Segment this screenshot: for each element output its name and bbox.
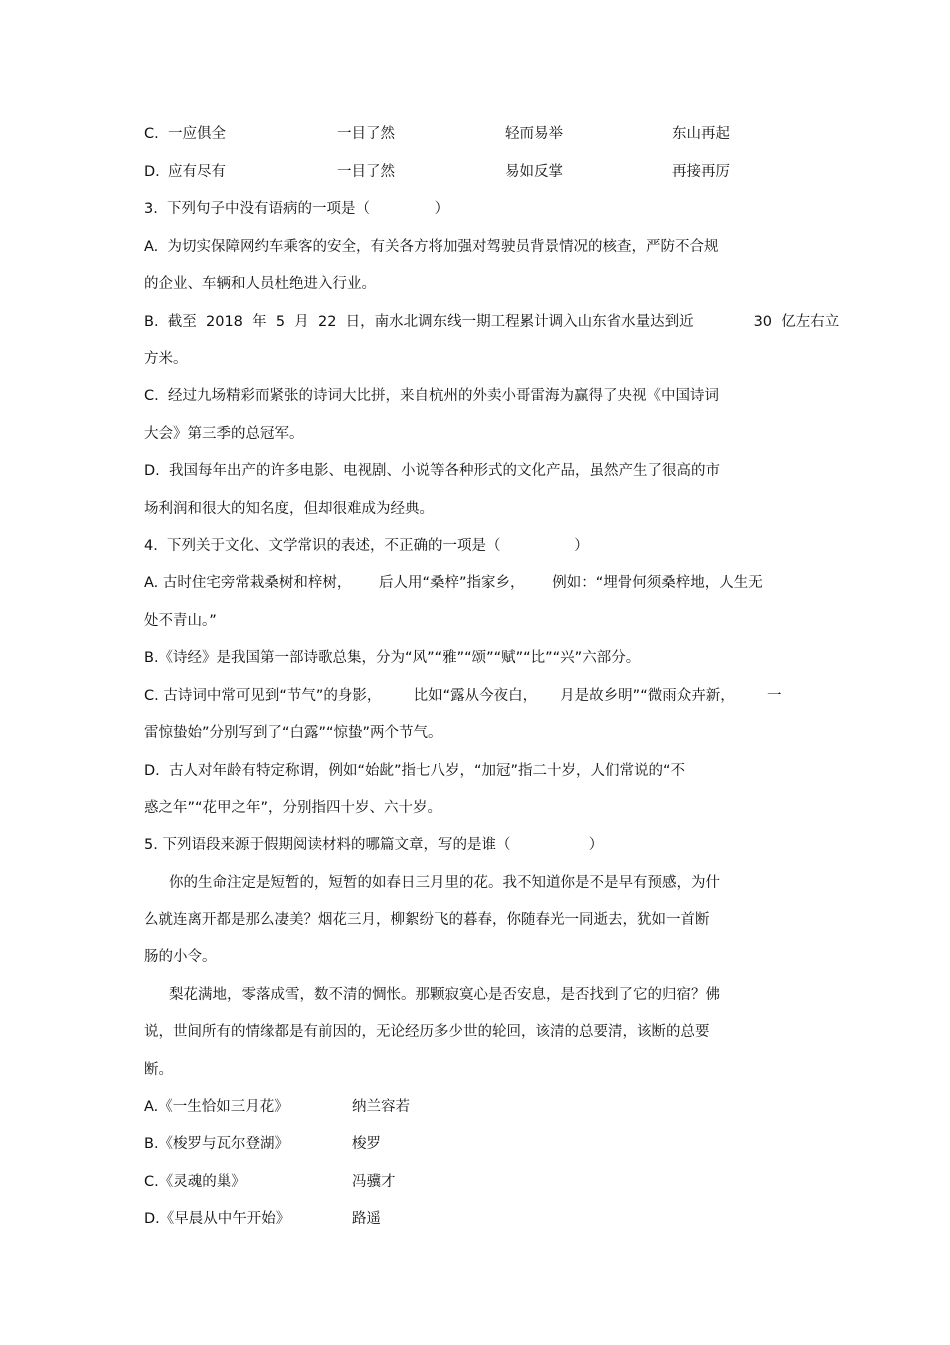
- q2-option-d-item-4: 再接再厉: [672, 164, 730, 180]
- q4-stem: 4. 下列关于文化、文学常识的表述，不正确的一项是（ ）: [144, 538, 589, 554]
- q2-option-c-label: C.: [144, 126, 159, 142]
- q5-passage-2-line-1: 梨花满地，零落成雪，数不清的惆怅。那颗寂寞心是否安息，是否找到了它的归宿？佛: [169, 987, 720, 1003]
- q5-stem: 5. 下列语段来源于假期阅读材料的哪篇文章，写的是谁（ ）: [144, 837, 604, 853]
- q4-option-d-line-1: D. 古人对年龄有特定称谓，例如“始龀”指七八岁，“加冠”指二十岁，人们常说的“不: [144, 763, 686, 779]
- q2-option-c-item-2: 一目了然: [337, 126, 395, 142]
- q5-option-a-title: A.《一生恰如三月花》: [144, 1099, 289, 1115]
- q5-option-c-author: 冯骥才: [352, 1174, 396, 1190]
- q5-passage-2-line-3: 断。: [144, 1062, 173, 1078]
- q5-option-b-title: B.《梭罗与瓦尔登湖》: [144, 1136, 290, 1152]
- q4-option-c-line-2: 雷惊蛰始”分别写到了“白露”“惊蛰”两个节气。: [144, 725, 443, 741]
- q5-passage-2-line-2: 说，世间所有的情缘都是有前因的，无论经历多少世的轮回，该清的总要清，该断的总要: [144, 1024, 710, 1040]
- q2-option-d-label: D.: [144, 164, 160, 180]
- q5-passage-1-line-1: 你的生命注定是短暂的，短暂的如春日三月里的花。我不知道你是不是早有预感，为什: [169, 875, 720, 891]
- q5-option-b-author: 梭罗: [352, 1136, 381, 1152]
- q5-option-a-author: 纳兰容若: [352, 1099, 410, 1115]
- q5-option-d-author: 路遥: [352, 1211, 381, 1227]
- q2-option-d-item-2: 一目了然: [337, 164, 395, 180]
- q3-option-d-line-2: 场利润和很大的知名度，但却很难成为经典。: [144, 501, 434, 517]
- q3-option-d-line-1: D. 我国每年出产的许多电影、电视剧、小说等各种形式的文化产品，虽然产生了很高的市: [144, 463, 720, 479]
- q5-option-c-title: C.《灵魂的巢》: [144, 1174, 246, 1190]
- q4-option-a-line-2: 处不青山。”: [144, 613, 217, 629]
- q2-option-d-item-1: 应有尽有: [168, 164, 226, 180]
- q2-option-c-item-3: 轻而易举: [505, 126, 563, 142]
- q4-option-a-line-1: A. 古时住宅旁常栽桑树和梓树， 后人用“桑梓”指家乡， 例如：“埋骨何须桑梓地，人生无: [144, 575, 763, 591]
- q3-option-c-line-2: 大会》第三季的总冠军。: [144, 426, 304, 442]
- q4-option-b-line-1: B.《诗经》是我国第一部诗歌总集，分为“风”“雅”“颂”“赋”“比”“兴”六部分。: [144, 650, 641, 666]
- q5-passage-1-line-2: 么就连离开都是那么凄美？烟花三月，柳絮纷飞的暮春，你随春光一同逝去，犹如一首断: [144, 912, 710, 928]
- q2-option-c-item-4: 东山再起: [672, 126, 730, 142]
- q5-option-d-title: D.《早晨从中午开始》: [144, 1211, 291, 1227]
- q2-option-c-item-1: 一应俱全: [168, 126, 226, 142]
- q3-option-b-line-1: B. 截至 2018 年 5 月 22 日，南水北调东线一期工程累计调入山东省水量达到近 30 亿左右立: [144, 314, 840, 330]
- q3-option-a-line-2: 的企业、车辆和人员杜绝进入行业。: [144, 276, 376, 292]
- q5-passage-1-line-3: 肠的小令。: [144, 949, 217, 965]
- q4-option-d-line-2: 惑之年”“花甲之年”，分别指四十岁、六十岁。: [144, 800, 443, 816]
- q3-option-c-line-1: C. 经过九场精彩而紧张的诗词大比拼，来自杭州的外卖小哥雷海为赢得了央视《中国诗词: [144, 388, 719, 404]
- q3-option-a-line-1: A. 为切实保障网约车乘客的安全，有关各方将加强对驾驶员背景情况的核查，严防不合规: [144, 239, 719, 255]
- q4-option-c-line-1: C. 古诗词中常可见到“节气”的身影， 比如“露从今夜白， 月是故乡明”“微雨众卉新， 一: [144, 688, 782, 704]
- q3-stem: 3. 下列句子中没有语病的一项是（ ）: [144, 201, 450, 217]
- q3-option-b-line-2: 方米。: [144, 351, 188, 367]
- q2-option-d-item-3: 易如反掌: [505, 164, 563, 180]
